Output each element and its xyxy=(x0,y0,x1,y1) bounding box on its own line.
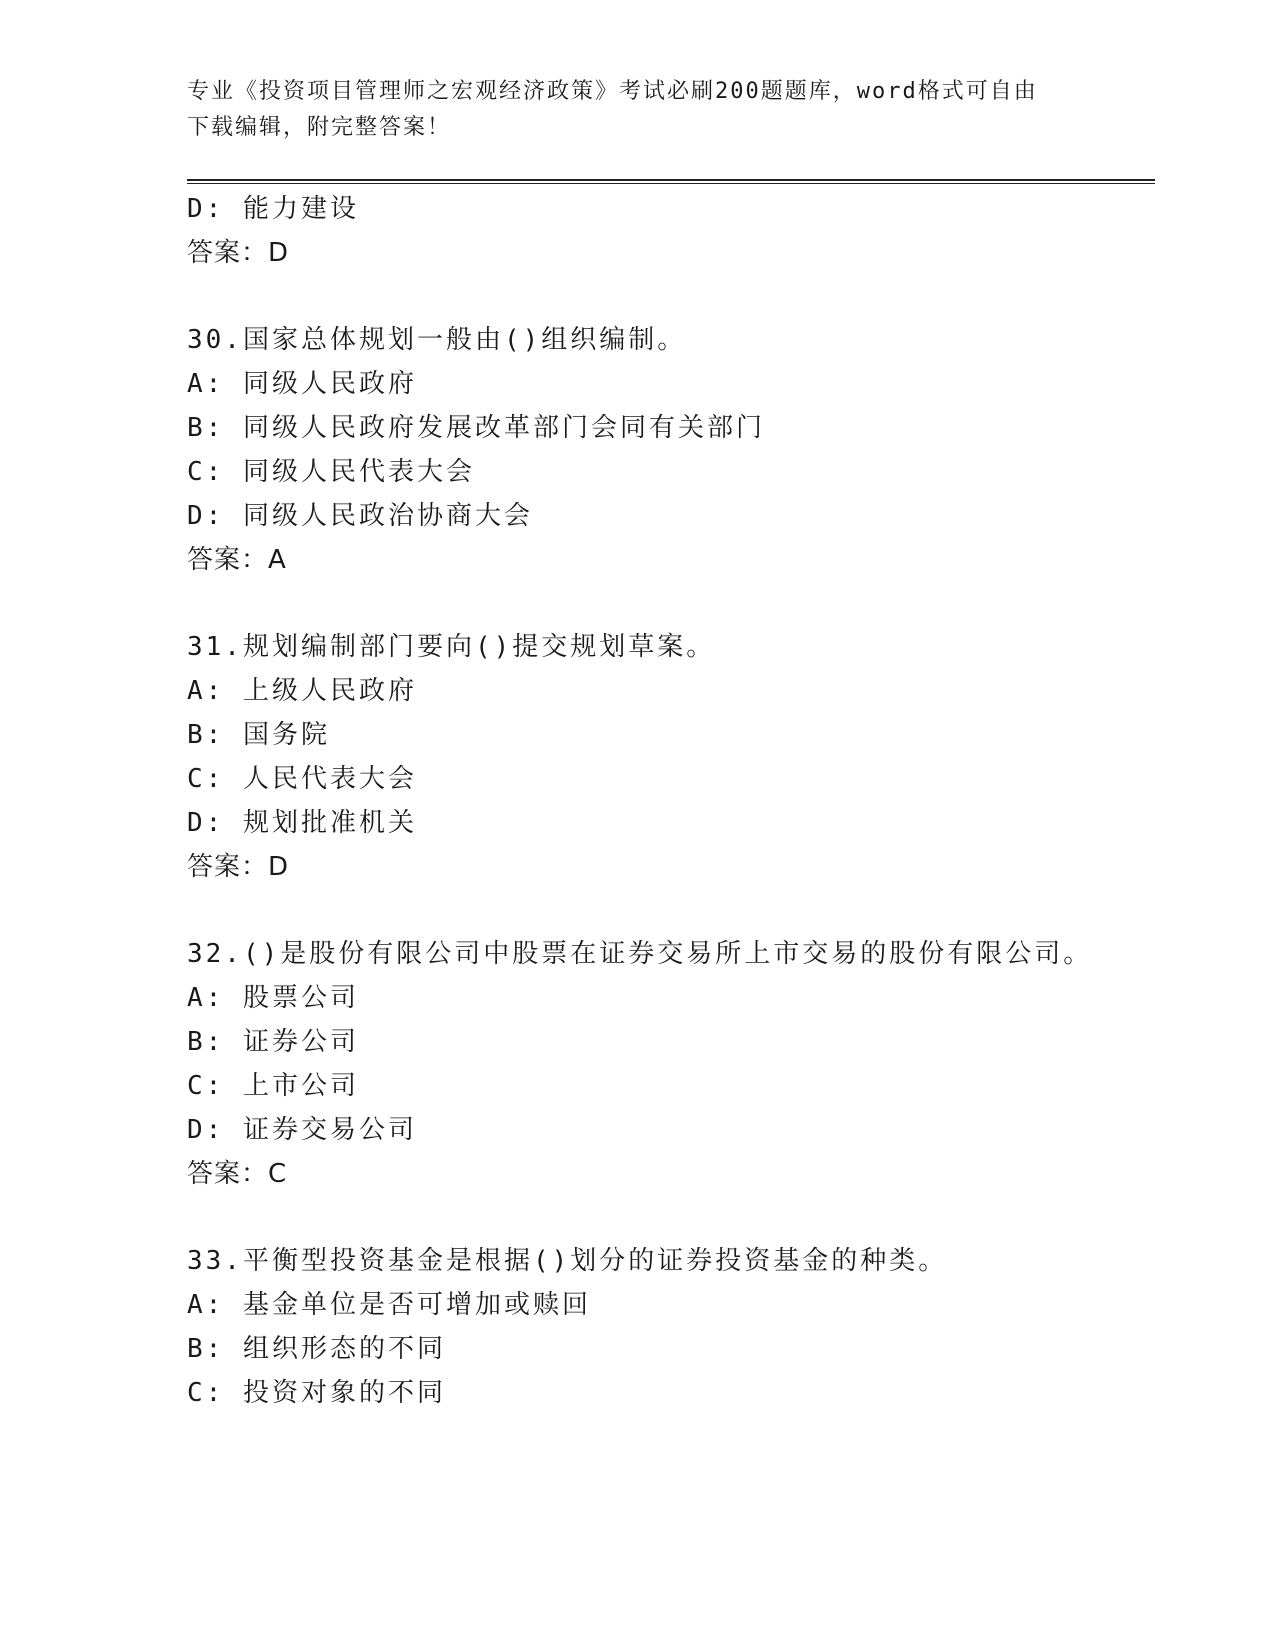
question-stem: 31.规划编制部门要向()提交规划草案。 xyxy=(187,632,716,662)
option-a: A: 股票公司 xyxy=(187,983,359,1013)
answer-line: 答案：C xyxy=(187,1159,288,1189)
header-line-2: 下载编辑，附完整答案！ xyxy=(187,115,452,140)
option-c: C: 上市公司 xyxy=(187,1071,359,1101)
header-divider xyxy=(187,179,1155,181)
question-stem: 30.国家总体规划一般由()组织编制。 xyxy=(187,325,687,355)
header-line-1: 专业《投资项目管理师之宏观经济政策》考试必刷200题题库，word格式可自由 xyxy=(187,79,1038,104)
option-b: B: 组织形态的不同 xyxy=(187,1334,446,1364)
option-d: D: 证券交易公司 xyxy=(187,1115,417,1145)
answer-line: 答案：D xyxy=(187,852,290,882)
document-header xyxy=(187,74,1087,146)
question-stem: 33.平衡型投资基金是根据()划分的证券投资基金的种类。 xyxy=(187,1246,948,1276)
option-b: B: 国务院 xyxy=(187,720,330,750)
option-b: B: 同级人民政府发展改革部门会同有关部门 xyxy=(187,413,765,443)
answer-line: 答案：A xyxy=(187,545,287,575)
answer-line: 答案：D xyxy=(187,238,290,268)
option-d: D: 规划批准机关 xyxy=(187,808,417,838)
header-divider-thin xyxy=(187,183,1155,184)
option-c: C: 投资对象的不同 xyxy=(187,1378,446,1408)
option-b: B: 证券公司 xyxy=(187,1027,359,1057)
option-c: C: 同级人民代表大会 xyxy=(187,457,475,487)
option-c: C: 人民代表大会 xyxy=(187,764,417,794)
option-d: D: 同级人民政治协商大会 xyxy=(187,501,533,531)
question-stem: 32.()是股份有限公司中股票在证券交易所上市交易的股份有限公司。 xyxy=(187,939,1093,969)
option-a: A: 同级人民政府 xyxy=(187,369,417,399)
option-a: A: 基金单位是否可增加或赎回 xyxy=(187,1290,591,1320)
option-d: D: 能力建设 xyxy=(187,194,359,224)
option-a: A: 上级人民政府 xyxy=(187,676,417,706)
